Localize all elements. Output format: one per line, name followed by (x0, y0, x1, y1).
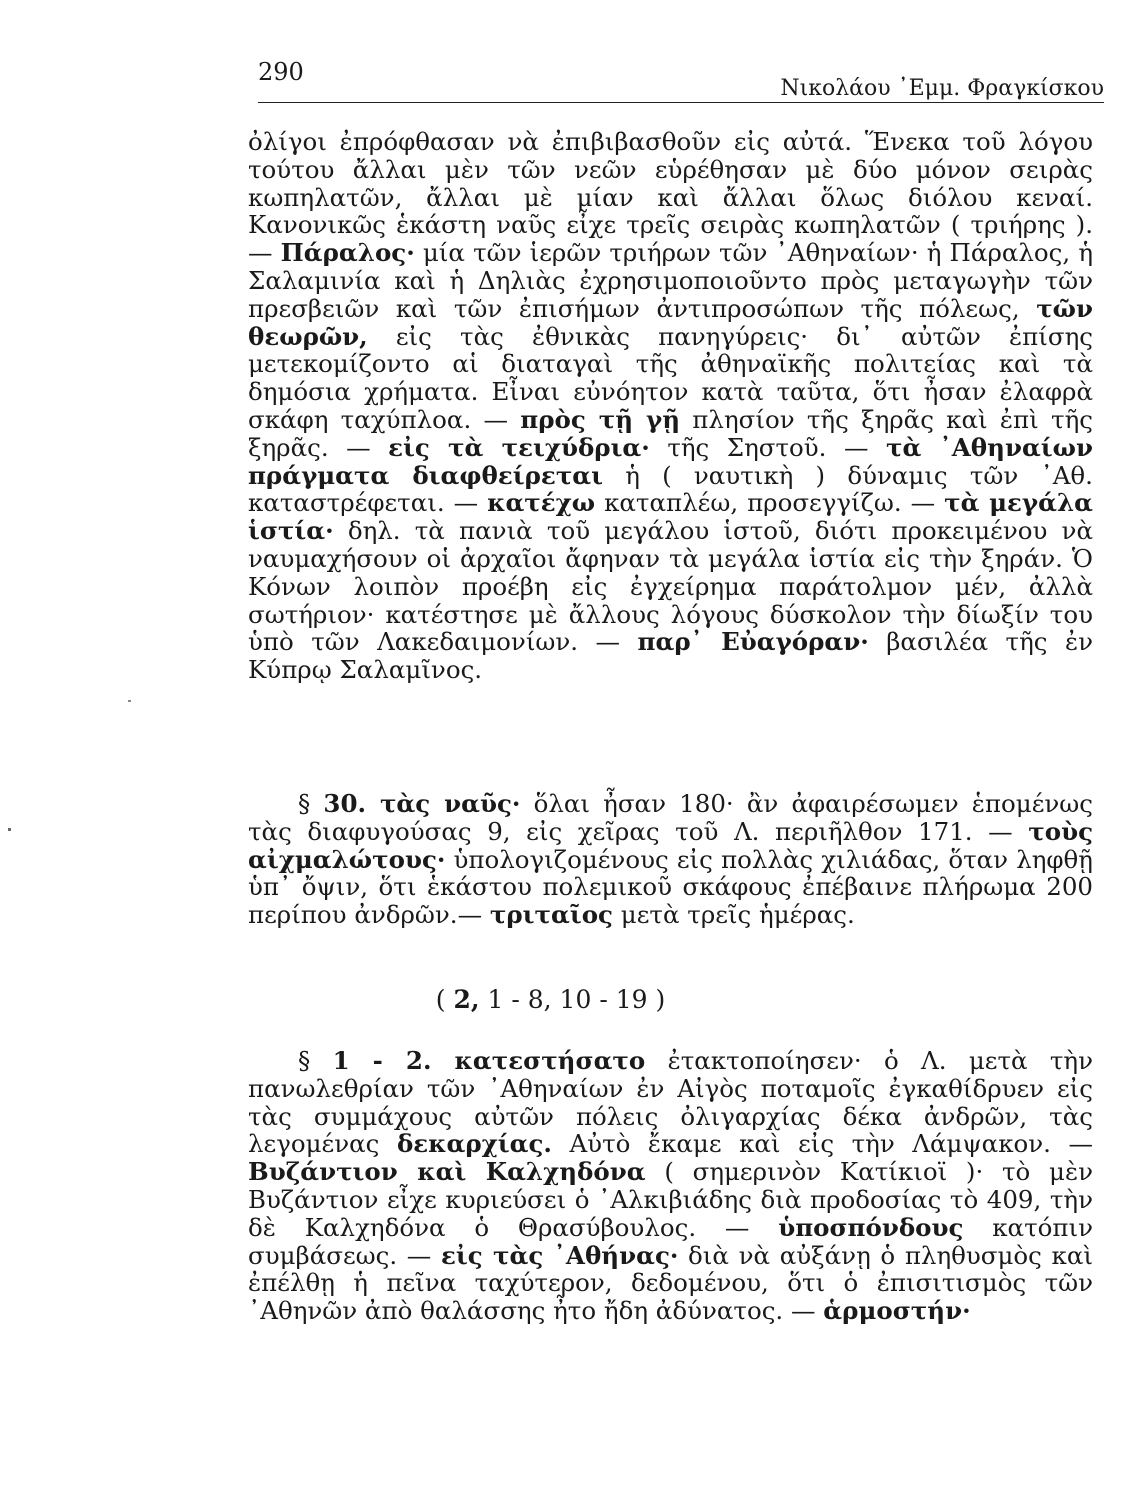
text-run: ( σημερινὸν Κατίκιοϊ )· τὸ μὲν Βυζάντιον εἶχε κυριεύσει ὁ ᾿Αλκιβιάδης διὰ προδοσίας τὸ 409, τὴν δὲ Καλχηδόνα ὁ Θρασύβουλος. — (248, 1157, 1094, 1242)
running-head: Νικολάου ᾿Εμμ. Φραγκίσκου (780, 76, 1104, 101)
bold-term: 1 - 2. κατεστήσατο (332, 1046, 646, 1075)
bold-term: ὑποσπόνδους (778, 1212, 964, 1242)
bold-term: εἰς τὰ τειχύδρια· (388, 432, 650, 462)
bold-term: τοὺς αἰχμαλώτους· (248, 816, 1093, 874)
text-run: μία τῶν ἱερῶν τριήρων τῶν ᾿Αθηναίων· ἡ Πάραλος, ἡ Σαλαμινία καὶ ἡ Δηλιὰς ἐχρησιμοποιοῦντο πρὸς μεταγωγὴν τῶν πρεσβειῶν καὶ τῶν ἐπισήμων ἀντιπροσώπων τῆς πόλεως, (248, 238, 1094, 323)
bold-term: τὰ ᾿Αθηναίων πράγματα διαφθείρεται (248, 432, 1093, 490)
paragraph-body (248, 1047, 1093, 1325)
text-run: ὅλαι ἦσαν 180· ἂν ἀφαιρέσωμεν ἑπομένως τὰς διαφυγούσας 9, εἰς χεῖρας τοῦ Λ. περιῆλθον 171. — (248, 789, 1093, 846)
text-run: διὰ νὰ αὐξάνῃ ὁ πληθυσμὸς καὶ ἐπέλθῃ ἡ πεῖνα ταχύτερον, δεδομένου, ὅτι ὁ ἐπισιτισμὸς τῶν ᾿Αθηνῶν ἀπὸ θαλάσσης ἦτο ἤδη ἀδύνατος. — (248, 1240, 1094, 1326)
text-run: μετὰ τρεῖς ἡμέρας. (612, 900, 855, 930)
text-run: πλησίον τῆς ξηρᾶς καὶ ἐπὶ τῆς ξηρᾶς. — (248, 404, 1093, 462)
text-run: § (298, 789, 324, 818)
text-run: εἰς τὰς ἐθνικὰς πανηγύρεις· δι᾿ αὐτῶν ἐπίσης μετεκομίζοντο αἱ διαταγαὶ τῆς ἀθηναϊκῆς πολιτείας καὶ τὰ δημόσια χρήματα. Εἶναι εὐνόητον κατὰ ταῦτα, ὅτι ἦσαν ἐλαφρὰ σκάφη ταχύπλοα. — (248, 321, 1093, 434)
chapter-section-heading (248, 985, 853, 1014)
text-run: καταπλέω, προσεγγίζω. — (595, 488, 945, 518)
bold-term: 30. τὰς ναῦς· (323, 789, 521, 818)
bold-term: Πάραλος· (280, 238, 415, 268)
bold-term: πρὸς τῇ γῇ (520, 404, 681, 434)
text-run: § (298, 1046, 333, 1075)
bold-term: εἰς τὰς ᾿Αθήνας· (440, 1240, 679, 1270)
bold-term: ἁρμοστήν· (823, 1296, 971, 1326)
text-run: ἐτακτοποίησεν· ὁ Λ. μετὰ τὴν πανωλεθρίαν τῶν ᾿Αθηναίων ἐν Αἰγὸς ποταμοῖς ἐγκαθίδρυεν εἰς τὰς συμμάχους αὐτῶν πόλεις ὀλιγαρχίας δέκα ἀνδρῶν, τὰς λεγομένας (248, 1046, 1093, 1159)
bold-term: 2, (453, 985, 480, 1014)
bold-term: δεκαρχίας. (396, 1129, 552, 1159)
commentary-paragraph-section-1-2 (248, 1047, 1093, 1325)
text-run: ( (435, 985, 454, 1014)
bold-term: τριταῖος (489, 900, 613, 930)
scan-speck (8, 828, 11, 831)
bold-term: Βυζάντιον καὶ Καλχηδόνα (248, 1157, 646, 1187)
paragraph-body (248, 790, 1093, 929)
commentary-paragraph-section-30 (248, 790, 1093, 929)
text-run: κατόπιν συμβάσεως. — (248, 1212, 1093, 1270)
text-run: 1 - 8, 10 - 19 ) (479, 985, 666, 1014)
text-run: τῆς Σηστοῦ. — (649, 432, 886, 462)
bold-term: τῶν θεωρῶν, (248, 293, 1093, 351)
paragraph-body (248, 128, 1093, 684)
text-run: Αὐτὸ ἔκαμε καὶ εἰς τὴν Λάμψακον. — (551, 1129, 1093, 1159)
bold-term: παρ᾿ Εὐαγόραν· (637, 627, 869, 657)
text-run: ἡ ( ναυτικὴ ) δύναμις τῶν ᾿Αθ. καταστρέφεται. — (248, 460, 1093, 518)
scan-speck (128, 700, 131, 702)
text-run: ὀλίγοι ἐπρόφθασαν νὰ ἐπιβιβασθοῦν εἰς αὐτά. Ἕνεκα τοῦ λόγου τούτου ἄλλαι μὲν τῶν νεῶν εὑρέθησαν μὲ δύο μόνον σειρὰς κωπηλατῶν, ἄλλαι μὲ μίαν καὶ ἄλλαι ὅλως διόλου κεναί. Κανονικῶς ἑκάστη ναῦς εἶχε τρεῖς σειρὰς κωπηλατῶν ( τριήρης ). — (248, 127, 1093, 268)
text-run: βασιλέα τῆς ἐν Κύπρῳ Σαλαμῖνος. (248, 627, 1093, 685)
bold-term: τὰ μεγάλα ἱστία· (248, 488, 1093, 546)
bold-term: κατέχω (487, 488, 596, 518)
text-run: ὑπολογιζομένους εἰς πολλὰς χιλιάδας, ὅταν ληφθῇ ὑπ᾿ ὄψιν, ὅτι ἑκάστου πολεμικοῦ σκάφους ἐπέβαινε πλήρωμα 200 περίπου ἀνδρῶν.— (248, 844, 1093, 930)
text-run: δηλ. τὰ πανιὰ τοῦ μεγάλου ἱστοῦ, διότι προκειμένου νὰ ναυμαχήσουν οἱ ἀρχαῖοι ἄφηναν τὰ μεγάλα ἱστία εἰς τὴν ξηράν. Ὁ Κόνων λοιπὸν προέβη εἰς ἐγχείρημα παράτολμον μέν, ἀλλὰ σωτήριον· κατέστησε μὲ ἄλλους λόγους δύσκολον τὴν δίωξίν του ὑπὸ τῶν Λακεδαιμονίων. — (248, 516, 1093, 657)
commentary-paragraph-1 (248, 128, 1093, 684)
page-header (258, 56, 1104, 103)
page-number: 290 (258, 58, 304, 86)
